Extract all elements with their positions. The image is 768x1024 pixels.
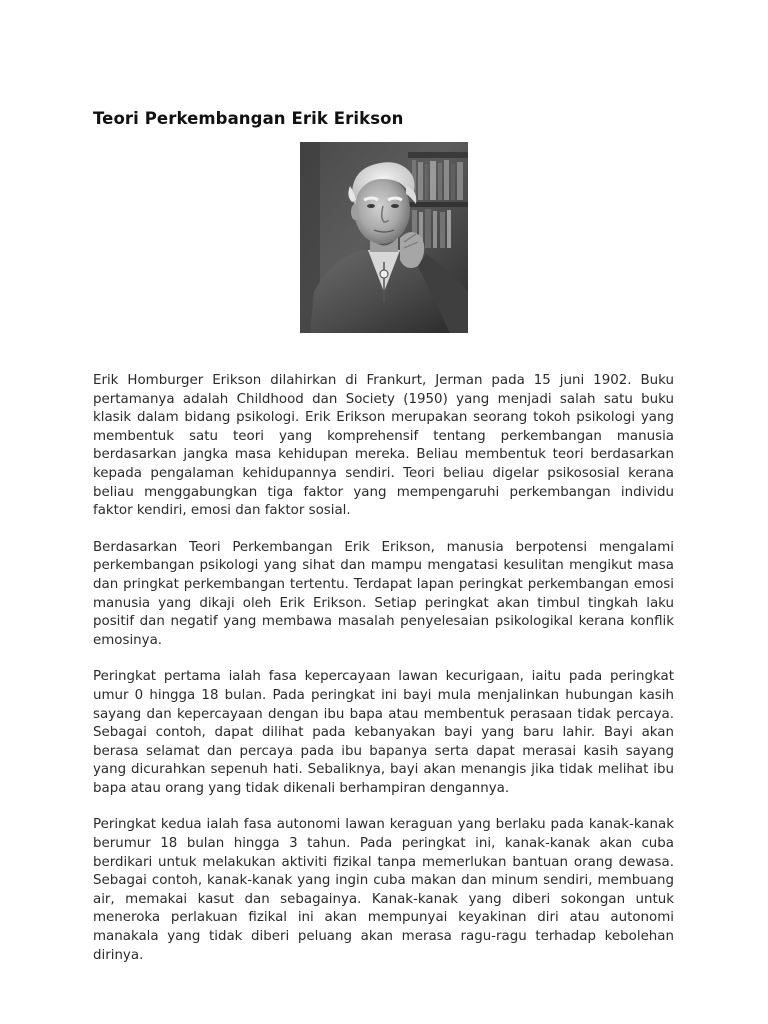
paragraph: Erik Homburger Erikson dilahirkan di Frankurt, Jerman pada 15 juni 1902. Buku pertamanya adalah Childhood dan Society (1950) yang menjadi salah satu buku klasik dalam bidang psikologi. Erik Erikson merupakan seorang tokoh psikologi yang membentuk satu teori yang komprehensif tentang perkembangan manusia berdasarkan jangka masa kehidupan mereka. Beliau membentuk teori berdasarkan kepada pengalaman kehidupannya sendiri. Teori beliau digelar psikososial kerana beliau menggabungkan tiga faktor yang mempengaruhi perkembangan individu faktor kendiri, emosi dan faktor sosial.	[93, 373, 674, 519]
paragraph: Berdasarkan Teori Perkembangan Erik Erikson, manusia berpotensi mengalami perkembangan psikologi yang sihat dan mampu mengatasi kesulitan mengikut masa dan pringkat perkembangan tertentu. Terdapat lapan peringkat perkembangan emosi manusia yang dikaji oleh Erik Erikson. Setiap peringkat akan timbul tingkah laku positif dan negatif yang membawa masalah penyelesaian psikologikal kerana konflik emosinya.	[93, 539, 674, 648]
document-title: Teori Perkembangan Erik Erikson	[93, 109, 404, 128]
body-text	[93, 372, 674, 983]
paragraph: Peringkat pertama ialah fasa kepercayaan lawan kecurigaan, iaitu pada peringkat umur 0 hingga 18 bulan. Pada peringkat ini bayi mula menjalinkan hubungan kasih sayang dan kepercayaan dengan ibu bapa atau membentuk perasaan tidak percaya. Sebagai contoh, dapat dilihat pada kebanyakan bayi yang baru lahir. Bayi akan berasa selamat dan percaya pada ibu bapanya serta dapat merasai kasih sayang yang dicurahkan sepenuh hati. Sebaliknya, bayi akan menangis jika tidak melihat ibu bapa atau orang yang tidak dikenali berhampiran dengannya.	[93, 669, 674, 796]
portrait-photo	[300, 142, 468, 333]
paragraph: Peringkat kedua ialah fasa autonomi lawan keraguan yang berlaku pada kanak-kanak berumur 18 bulan hingga 3 tahun. Pada peringkat ini, kanak-kanak akan cuba berdikari untuk melakukan aktiviti fizikal tanpa memerlukan bantuan orang dewasa. Sebagai contoh, kanak-kanak yang ingin cuba makan dan minum sendiri, membuang air, memakai kasut dan sebagainya. Kanak-kanak yang diberi sokongan untuk meneroka perlakuan fizikal ini akan mempunyai keyakinan diri atau autonomi manakala yang tidak diberi peluang akan merasa ragu-ragu terhadap kebolehan dirinya.	[93, 817, 674, 963]
portrait-image	[300, 142, 468, 333]
